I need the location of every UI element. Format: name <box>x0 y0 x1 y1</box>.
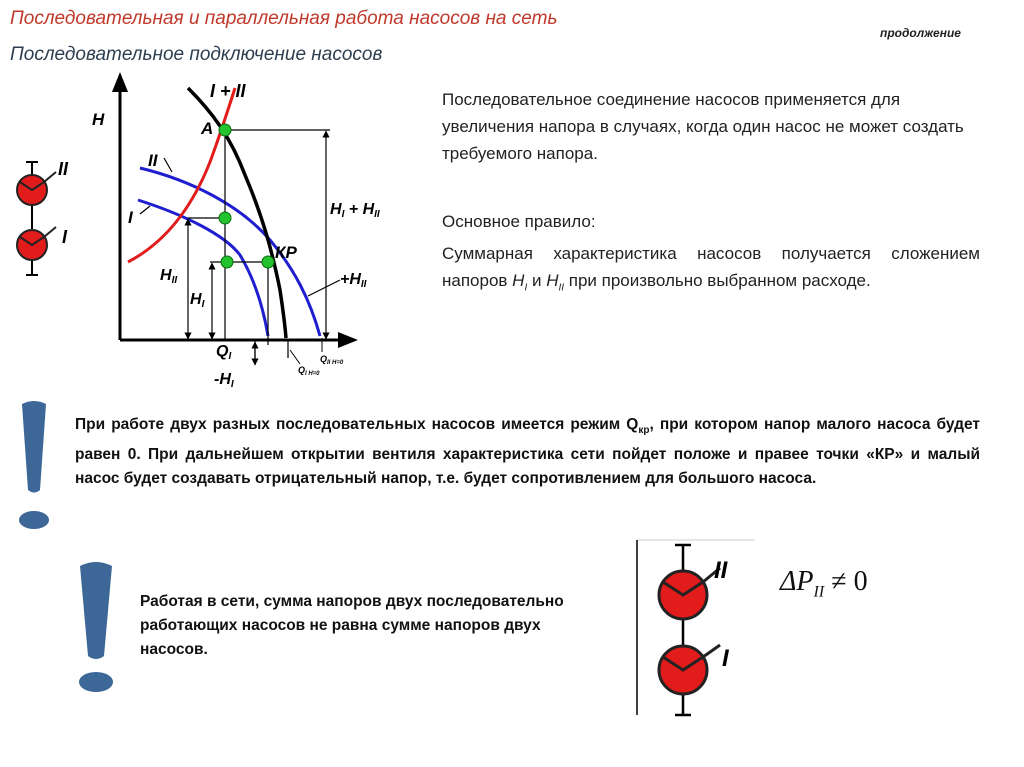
point-a-label: A <box>201 119 214 138</box>
svg-text:-HI: -HI <box>214 371 234 390</box>
axis-y-label: H <box>92 110 105 129</box>
curve-2-label: II <box>148 151 158 170</box>
svg-text:QI: QI <box>216 343 232 362</box>
svg-text:I: I <box>722 645 729 672</box>
pump-schematic-small <box>17 159 69 275</box>
svg-text:HI: HI <box>190 291 205 310</box>
warning-paragraph-2: Работая в сети, сумма напоров двух последовательно работающих насосов не равна сумме напоров двух насосов. <box>140 593 564 658</box>
page-subtitle: Последовательное подключение насосов <box>10 44 383 65</box>
warning-paragraph-1: При работе двух разных последовательных насосов имеется режим $Q_{кр}$, при котором напор малого насоса будет равен 0. При дальнейшем открытии вентиля характеристика сети пойдет положе и правее точки «КР» и малый насос будет создавать отрицательный напор, т.е. будет сопротивлением для большого насоса. <box>75 416 980 488</box>
curve-1-label: I <box>128 208 133 227</box>
pressure-formula: $\Delta P_{II} \ne 0$ <box>780 566 868 601</box>
rule-paragraph: Суммарная характеристика насосов получается сложением напоров $H_I$ и $H_{II}$ при произвольно выбранном расходе. <box>442 244 980 294</box>
svg-text:HI + HII: HI + HII <box>330 201 380 220</box>
svg-text:II: II <box>714 557 728 584</box>
exclamation-icon <box>19 401 49 529</box>
svg-text:+HII: +HII <box>340 271 367 290</box>
svg-text:QI H=0: $Q_{I H=0}$ <box>298 365 320 377</box>
svg-text:HII: HII <box>160 267 178 286</box>
rule-heading: Основное правило: <box>442 212 596 231</box>
svg-text:I: I <box>62 227 68 247</box>
continued-label: продолжение <box>880 26 961 40</box>
point-kp-label: КР <box>275 243 297 262</box>
svg-text:QII H=0: $Q_{II H=0}$ <box>320 354 344 366</box>
point-a <box>219 124 231 136</box>
pump-schematic-large <box>637 540 755 715</box>
svg-text:II: II <box>58 159 69 179</box>
point-kp <box>262 256 274 268</box>
intro-paragraph: Последовательное соединение насосов применяется для увеличения напора в случаях, когда один насос не может создать требуемого напора. <box>442 90 964 163</box>
point-h2 <box>219 212 231 224</box>
sum-curve-label: I + II <box>210 81 246 101</box>
page-title: Последовательная и параллельная работа насосов на сеть <box>10 8 558 29</box>
point-h1 <box>221 256 233 268</box>
exclamation-icon <box>79 562 113 692</box>
